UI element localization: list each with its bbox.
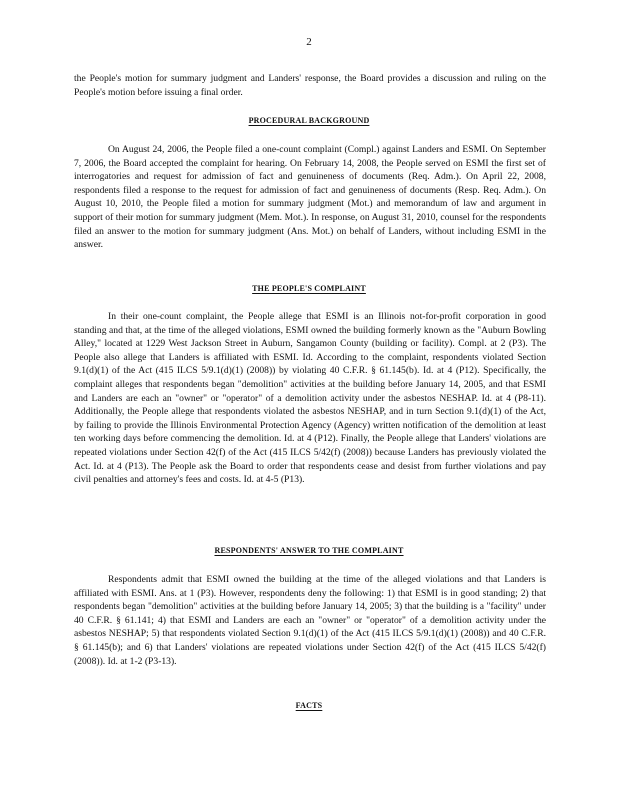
heading-text: FACTS	[295, 701, 323, 710]
heading-text: PROCEDURAL BACKGROUND	[248, 116, 370, 125]
section-heading-peoples-complaint	[0, 284, 618, 293]
section-heading-procedural-background	[0, 116, 618, 125]
heading-text: THE PEOPLE'S COMPLAINT	[252, 284, 366, 293]
section-heading-respondents-answer	[0, 546, 618, 555]
section-heading-facts	[0, 701, 618, 710]
respondents-answer-paragraph	[74, 573, 546, 668]
heading-text: RESPONDENTS' ANSWER TO THE COMPLAINT	[214, 546, 404, 555]
paragraph-text: On August 24, 2006, the People filed a one-count complaint (Compl.) against Landers and ESMI. On September 7, 2006, the Board accepted the complaint for hearing. On February 14, 2008, the People served on ESMI the first set of interrogatories and request for admission of fact and genuineness of documents (Req. Adm.). On April 22, 2008, respondents filed a response to the request for admission of fact and genuineness of documents (Resp. Req. Adm.). On August 10, 2010, the People filed a motion for summary judgment (Mot.) and memorandum of law and argument in support of their motion for summary judgment (Mem. Mot.). In response, on August 31, 2010, counsel for the respondents filed an answer to the motion for summary judgment (Ans. Mot.) on behalf of Landers, without including ESMI in the answer.	[74, 144, 546, 251]
intro-text: the People's motion for summary judgment and Landers' response, the Board provides a discussion and ruling on the People's motion before issuing a final order.	[74, 73, 546, 98]
page-number: 2	[306, 36, 312, 48]
paragraph-text: In their one-count complaint, the People allege that ESMI is an Illinois not-for-profit corporation in good standing and that, at the time of the alleged violations, ESMI owned the building formerly known as the "Auburn Bowling Alley," located at 1229 West Jackson Street in Auburn, Sangamon County (building or facility). Compl. at 2 (P3). The People also allege that Landers is affiliated with ESMI. Id. According to the complaint, respondents violated Section 9.1(d)(1) of the Act (415 ILCS 5/9.1(d)(1) (2008)) by violating 40 C.F.R. § 61.145(b). Id. at 4 (P12). Specifically, the complaint alleges that respondents began "demolition" activities at the building before January 14, 2005, and that ESMI and Landers are each an "owner" or "operator" of a demolition activity under the asbestos NESHAP. Id. at 4 (P8-11). Additionally, the People allege that respondents violated the asbestos NESHAP, and in turn Section 9.1(d)(1) of the Act, by failing to provide the Illinois Environmental Protection Agency (Agency) written notification of the demolition at least ten working days before commencing the demolition. Id. at 4 (P12). Finally, the People allege that Landers' violations are repeated violations under Section 42(f) of the Act (415 ILCS 5/42(f) (2008)) because Landers has previously violated the Act. Id. at 4 (P13). The People ask the Board to order that respondents cease and desist from further violations and pay civil penalties and attorney's fees and costs. Id. at 4-5 (P13).	[74, 311, 546, 486]
paragraph-text: Respondents admit that ESMI owned the building at the time of the alleged violations and that Landers is affiliated with ESMI. Ans. at 1 (P3). However, respondents deny the following: 1) that ESMI is in good standing; 2) that respondents began "demolition" activities at the building before January 14, 2005; 3) that the building is a "facility" under 40 C.F.R. § 61.141; 4) that ESMI and Landers are each an "owner" or "operator" of a demolition activity under the asbestos NESHAP; 5) that respondents violated Section 9.1(d)(1) of the Act (415 ILCS 5/9.1(d)(1) (2008)) and 40 C.F.R. § 61.145(b); and 6) that Landers' violations are repeated violations under Section 42(f) of the Act (415 ILCS 5/42(f) (2008)). Id. at 1-2 (P3-13).	[74, 574, 546, 667]
peoples-complaint-paragraph	[74, 310, 546, 487]
procedural-background-paragraph	[74, 143, 546, 252]
intro-paragraph	[74, 72, 546, 99]
